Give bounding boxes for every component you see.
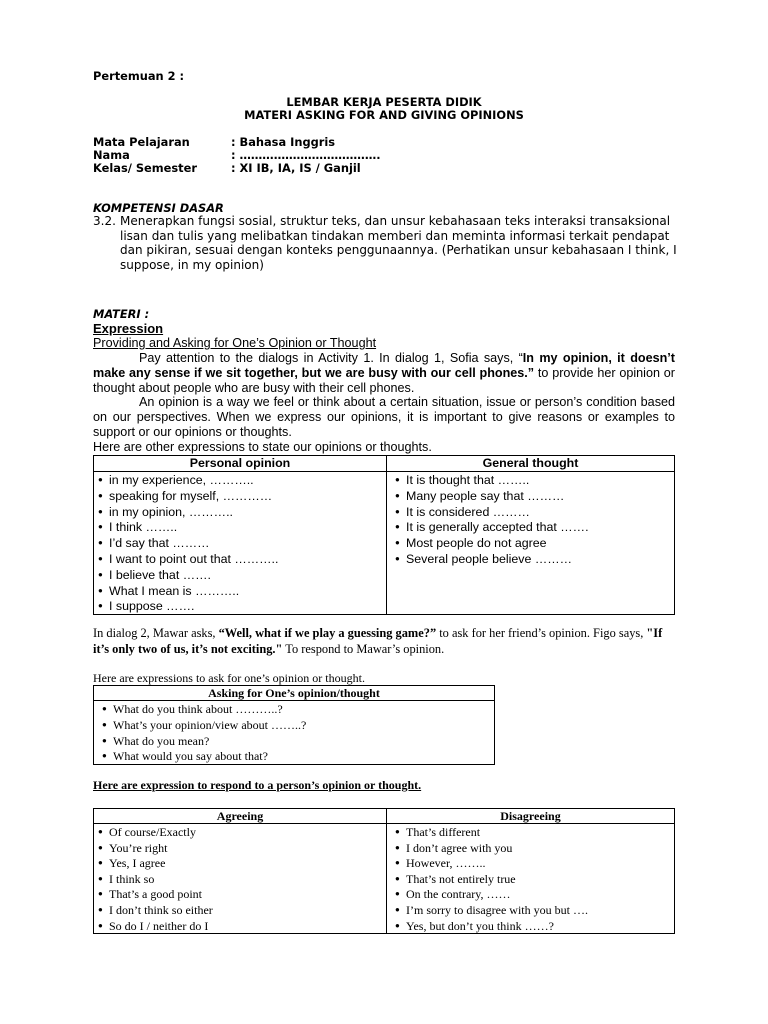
list-item: ● in my experience, ……….. xyxy=(98,472,382,488)
list-item: ● in my opinion, ……….. xyxy=(98,504,382,520)
list-item: ● What I mean is ……….. xyxy=(98,583,382,599)
list-item: ● It is generally accepted that ……. xyxy=(395,519,670,535)
list-item: ● I’d say that ……… xyxy=(98,535,382,551)
list-item: ● I think …….. xyxy=(98,519,382,535)
subject-label: Mata Pelajaran xyxy=(93,135,190,149)
disagreeing-list xyxy=(395,824,670,933)
general-thought-list xyxy=(395,472,670,567)
list-item: ● I suppose ……. xyxy=(98,598,382,614)
worksheet-title: LEMBAR KERJA PESERTA DIDIK xyxy=(286,95,482,109)
expression-heading: Expression xyxy=(93,321,164,336)
materi-heading: MATERI : xyxy=(93,307,150,321)
paragraph-expressions-intro: Here are other expressions to state our opinions or thoughts. xyxy=(93,440,432,454)
list-item: ● Many people say that ……… xyxy=(395,488,670,504)
list-item: ● It is thought that …….. xyxy=(395,472,670,488)
kompetensi-heading: KOMPETENSI DASAR xyxy=(93,201,224,215)
meeting-label: Pertemuan 2 : xyxy=(93,69,185,83)
list-item: ● You’re right xyxy=(98,840,382,856)
list-item: ● It is considered ……… xyxy=(395,504,670,520)
list-item: ● Several people believe ……… xyxy=(395,551,670,567)
list-item: ● That’s not entirely true xyxy=(395,871,670,887)
list-item: ● What would you say about that? xyxy=(94,748,494,764)
personal-opinion-header: Personal opinion xyxy=(94,456,387,472)
respond-opinion-table xyxy=(93,808,675,934)
list-item: ● Yes, I agree xyxy=(98,855,382,871)
list-item: ● So do I / neither do I xyxy=(98,918,382,934)
disagreeing-header: Disagreeing xyxy=(387,809,675,824)
asking-opinion-table xyxy=(93,685,495,765)
list-item: ● Most people do not agree xyxy=(395,535,670,551)
subject-value: : Bahasa Inggris xyxy=(231,135,336,149)
list-item: ● What do you mean? xyxy=(94,733,494,749)
list-item: ● I believe that ……. xyxy=(98,567,382,583)
name-field[interactable]: : ………………………………. xyxy=(231,148,381,162)
general-thought-header: General thought xyxy=(387,456,675,472)
list-item: ● I think so xyxy=(98,871,382,887)
worksheet-subtitle: MATERI ASKING FOR AND GIVING OPINIONS xyxy=(244,108,524,122)
list-item: ● Yes, but don’t you think ……? xyxy=(395,918,670,934)
agreeing-list xyxy=(98,824,382,933)
class-value: : XI IB, IA, IS / Ganjil xyxy=(231,161,361,175)
list-item: ● That’s different xyxy=(395,824,670,840)
dialog2-paragraph: In dialog 2, Mawar asks, “Well, what if we play a guessing game?” to ask for her friend’s opinion. Figo says, "If it’s only two of us, it’s not exciting." To respond to Mawar’s opinion. xyxy=(93,626,663,656)
kompetensi-number: 3.2. xyxy=(93,214,116,228)
asking-opinion-header: Asking for One’s opinion/thought xyxy=(94,686,495,701)
opinion-expressions-table xyxy=(93,455,675,615)
paragraph-opinion-definition: An opinion is a way we feel or think about a certain situation, issue or person’s condition based on our perspectives. When we express our opinions, it is important to give reasons or examples to support or our opinions or thoughts. xyxy=(93,395,675,439)
list-item: ● That’s a good point xyxy=(98,886,382,902)
list-item: ● speaking for myself, ………… xyxy=(98,488,382,504)
respond-heading: Here are expression to respond to a person’s opinion or thought. xyxy=(93,778,422,792)
list-item: ● Of course/Exactly xyxy=(98,824,382,840)
paragraph-intro: Pay attention to the dialogs in Activity 1. In dialog 1, Sofia says, “In my opinion, it doesn’t make any sense if we sit together, but we are busy with our cell phones.” to provide her opinion or thought about people who are busy with their cell phones. xyxy=(93,351,675,395)
topic-heading: Providing and Asking for One’s Opinion or Thought xyxy=(93,336,377,350)
class-label: Kelas/ Semester xyxy=(93,161,197,175)
agreeing-header: Agreeing xyxy=(94,809,387,824)
asking-opinion-list xyxy=(94,701,494,764)
list-item: ● I’m sorry to disagree with you but …. xyxy=(395,902,670,918)
list-item: ● I don’t agree with you xyxy=(395,840,670,856)
asking-intro: Here are expressions to ask for one’s opinion or thought. xyxy=(93,671,365,685)
kompetensi-text: Menerapkan fungsi sosial, struktur teks, dan unsur kebahasaan teks interaksi transaksional lisan dan tulis yang melibatkan tindakan memberi dan meminta informasi terkait pendapat dan pikiran, sesuai dengan konteks penggunaannya. (Perhatikan unsur kebahasaan I think, I suppose, in my opinion) xyxy=(120,214,677,272)
list-item: ● On the contrary, …… xyxy=(395,886,670,902)
list-item: ● I don’t think so either xyxy=(98,902,382,918)
list-item: ● What’s your opinion/view about ……..? xyxy=(94,717,494,733)
personal-opinion-list xyxy=(98,472,382,614)
list-item: ● What do you think about ………..? xyxy=(94,701,494,717)
list-item: ● I want to point out that ……….. xyxy=(98,551,382,567)
list-item: ● However, …….. xyxy=(395,855,670,871)
name-label: Nama xyxy=(93,148,130,162)
